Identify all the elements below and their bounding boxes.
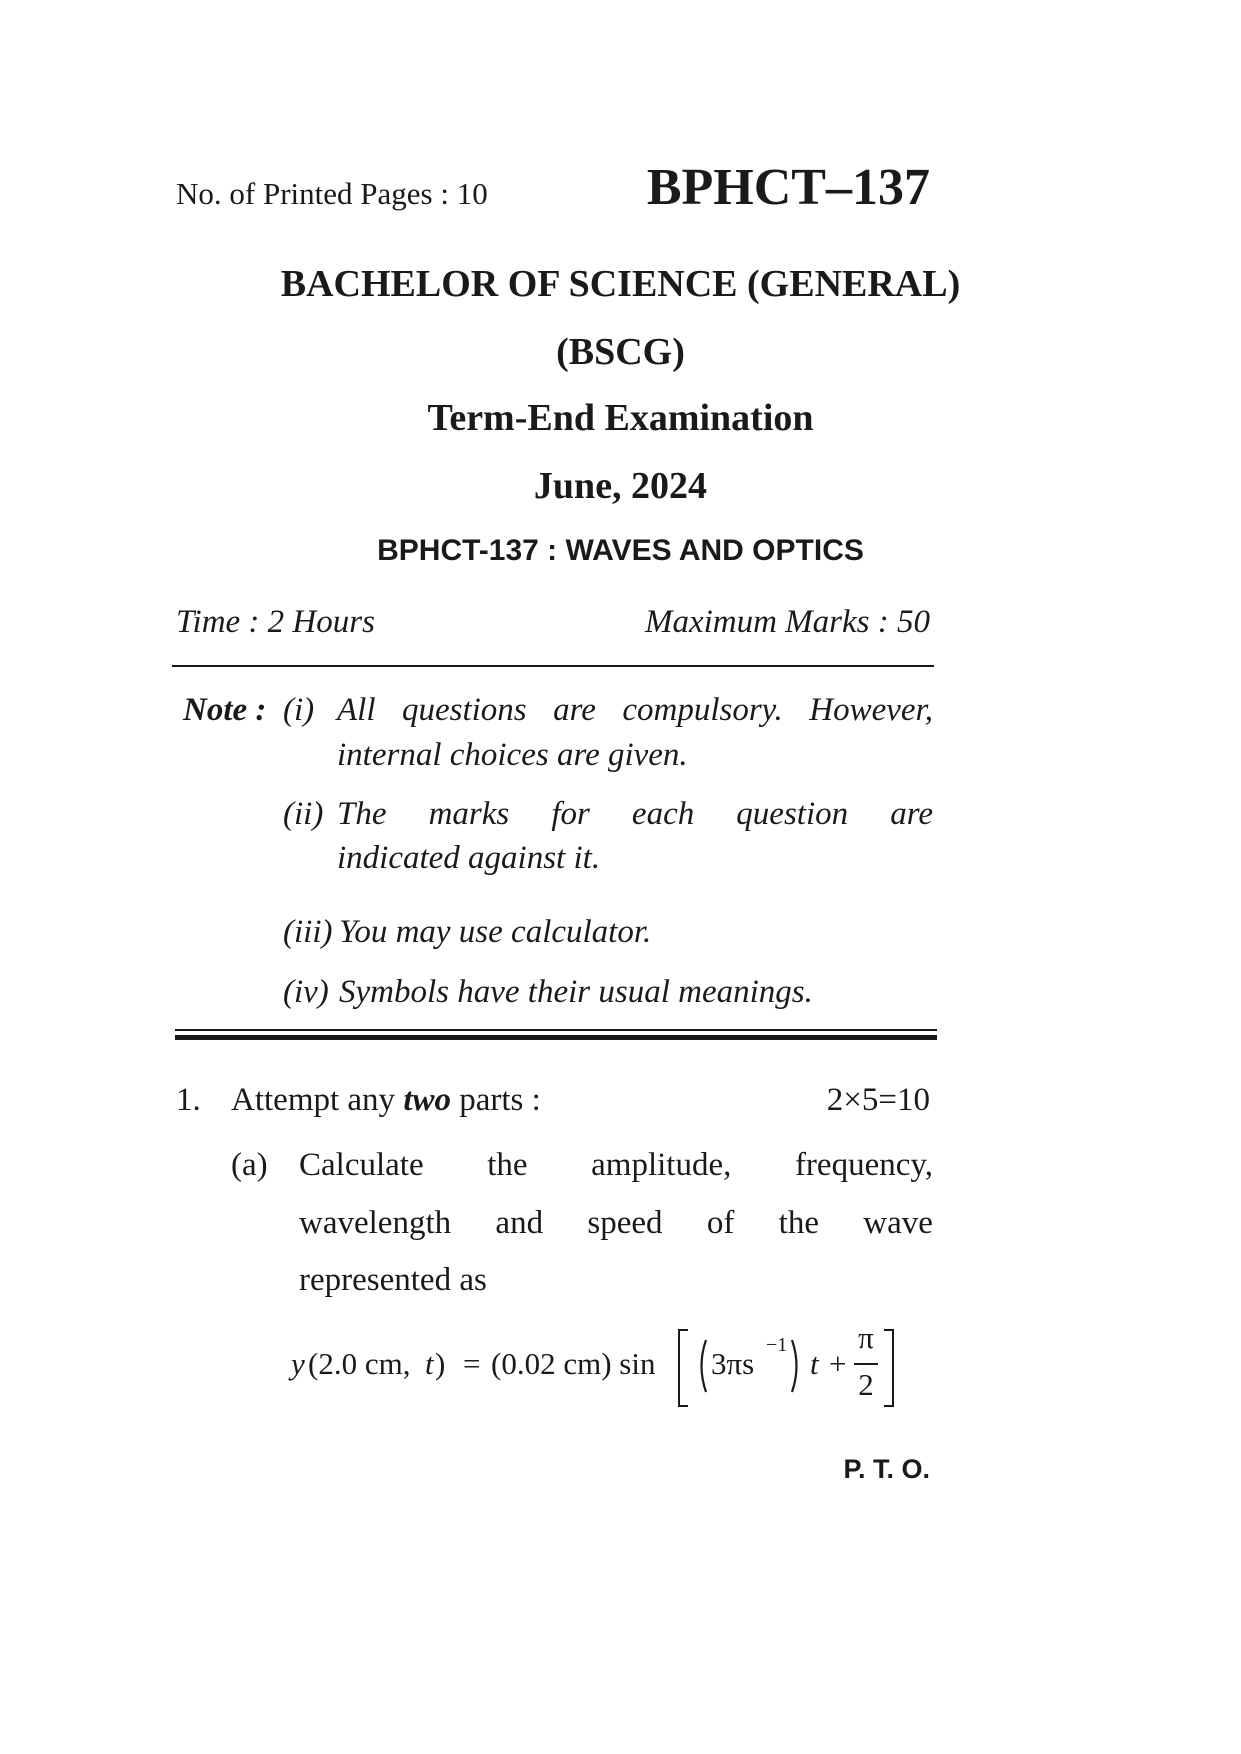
- wave-equation: [291, 1322, 911, 1412]
- eq-left-bracket: [675, 1328, 691, 1408]
- eq-y-var: y: [291, 1346, 305, 1381]
- printed-pages: No. of Printed Pages : 10: [176, 176, 488, 211]
- question-1-number: 1.: [176, 1082, 201, 1118]
- part-a-word: wavelength: [299, 1205, 452, 1241]
- part-a-word: the: [778, 1205, 819, 1241]
- please-turn-over: P. T. O.: [843, 1454, 930, 1484]
- maximum-marks: Maximum Marks : 50: [644, 604, 930, 640]
- prompt-text: parts :: [459, 1082, 541, 1118]
- eq-right-bracket: [881, 1328, 897, 1408]
- note-word: each: [631, 796, 695, 832]
- eq-equals: =: [463, 1346, 481, 1381]
- double-divider-thin: [175, 1029, 937, 1031]
- part-a-word: and: [495, 1205, 544, 1241]
- eq-fraction-bar: [854, 1363, 878, 1365]
- note-item-2-line-2: indicated against it.: [337, 840, 601, 876]
- eq-t: t: [810, 1346, 819, 1381]
- part-a-line-1: [299, 1147, 933, 1184]
- eq-left-paren: [695, 1338, 709, 1394]
- programme-abbrev: (BSCG): [556, 331, 685, 373]
- note-word: marks: [428, 796, 510, 832]
- note-word: are: [890, 796, 933, 832]
- eq-lhs-close: ): [435, 1346, 446, 1381]
- programme-title: BACHELOR OF SCIENCE (GENERAL): [280, 263, 961, 305]
- part-a-word: speed: [587, 1205, 663, 1241]
- note-item-2-number: (ii): [283, 796, 324, 832]
- question-1-prompt: [231, 1082, 541, 1119]
- eq-plus: +: [829, 1346, 847, 1381]
- note-item-3-text: You may use calculator.: [339, 914, 652, 950]
- part-a-word: of: [706, 1205, 735, 1241]
- eq-denominator: 2: [858, 1367, 874, 1402]
- note-word: However,: [809, 692, 933, 728]
- eq-right-paren: [789, 1338, 803, 1394]
- part-a-label: (a): [231, 1147, 268, 1183]
- question-1-marks: 2×5=10: [826, 1082, 930, 1118]
- note-item-1-number: (i): [283, 692, 315, 728]
- note-word: The: [337, 796, 387, 832]
- course-code: BPHCT–137: [646, 159, 930, 216]
- note-item-4-number: (iv): [283, 974, 329, 1010]
- part-a-word: frequency,: [794, 1147, 933, 1183]
- note-item-3-number: (iii): [283, 914, 333, 950]
- note-item-1-line-2: internal choices are given.: [337, 737, 688, 773]
- part-a-word: the: [487, 1147, 528, 1183]
- note-word: All: [337, 692, 376, 728]
- note-item-4-text: Symbols have their usual meanings.: [339, 974, 813, 1010]
- part-a-word: wave: [863, 1205, 933, 1241]
- part-a-line-3: represented as: [299, 1262, 487, 1298]
- note-word: question: [736, 796, 849, 832]
- exam-session: June, 2024: [533, 465, 708, 507]
- double-divider-thick: [175, 1035, 937, 1040]
- note-item-2-line-1: [337, 796, 933, 833]
- eq-lhs-t: t: [425, 1346, 434, 1381]
- note-item-1-line-1: [337, 692, 933, 729]
- part-a-line-2: [299, 1205, 933, 1242]
- prompt-text: Attempt any: [231, 1082, 396, 1118]
- time-allowed: Time : 2 Hours: [176, 604, 375, 640]
- prompt-emphasis: two: [403, 1082, 451, 1118]
- note-word: are: [553, 692, 596, 728]
- part-a-word: Calculate: [299, 1147, 424, 1183]
- part-a-word: amplitude,: [591, 1147, 732, 1183]
- top-divider: [172, 665, 934, 667]
- exam-title: Term-End Examination: [427, 397, 814, 439]
- eq-numerator: π: [858, 1320, 874, 1355]
- paper-title: BPHCT-137 : WAVES AND OPTICS: [377, 534, 864, 567]
- eq-exponent: −1: [766, 1334, 788, 1356]
- eq-coefficient: 3πs: [711, 1346, 755, 1381]
- note-word: questions: [401, 692, 527, 728]
- note-word: compulsory.: [622, 692, 783, 728]
- note-label: Note :: [183, 692, 267, 728]
- eq-amplitude: (0.02 cm) sin: [491, 1346, 656, 1381]
- eq-lhs-args: (2.0 cm,: [308, 1346, 419, 1381]
- note-word: for: [551, 796, 590, 832]
